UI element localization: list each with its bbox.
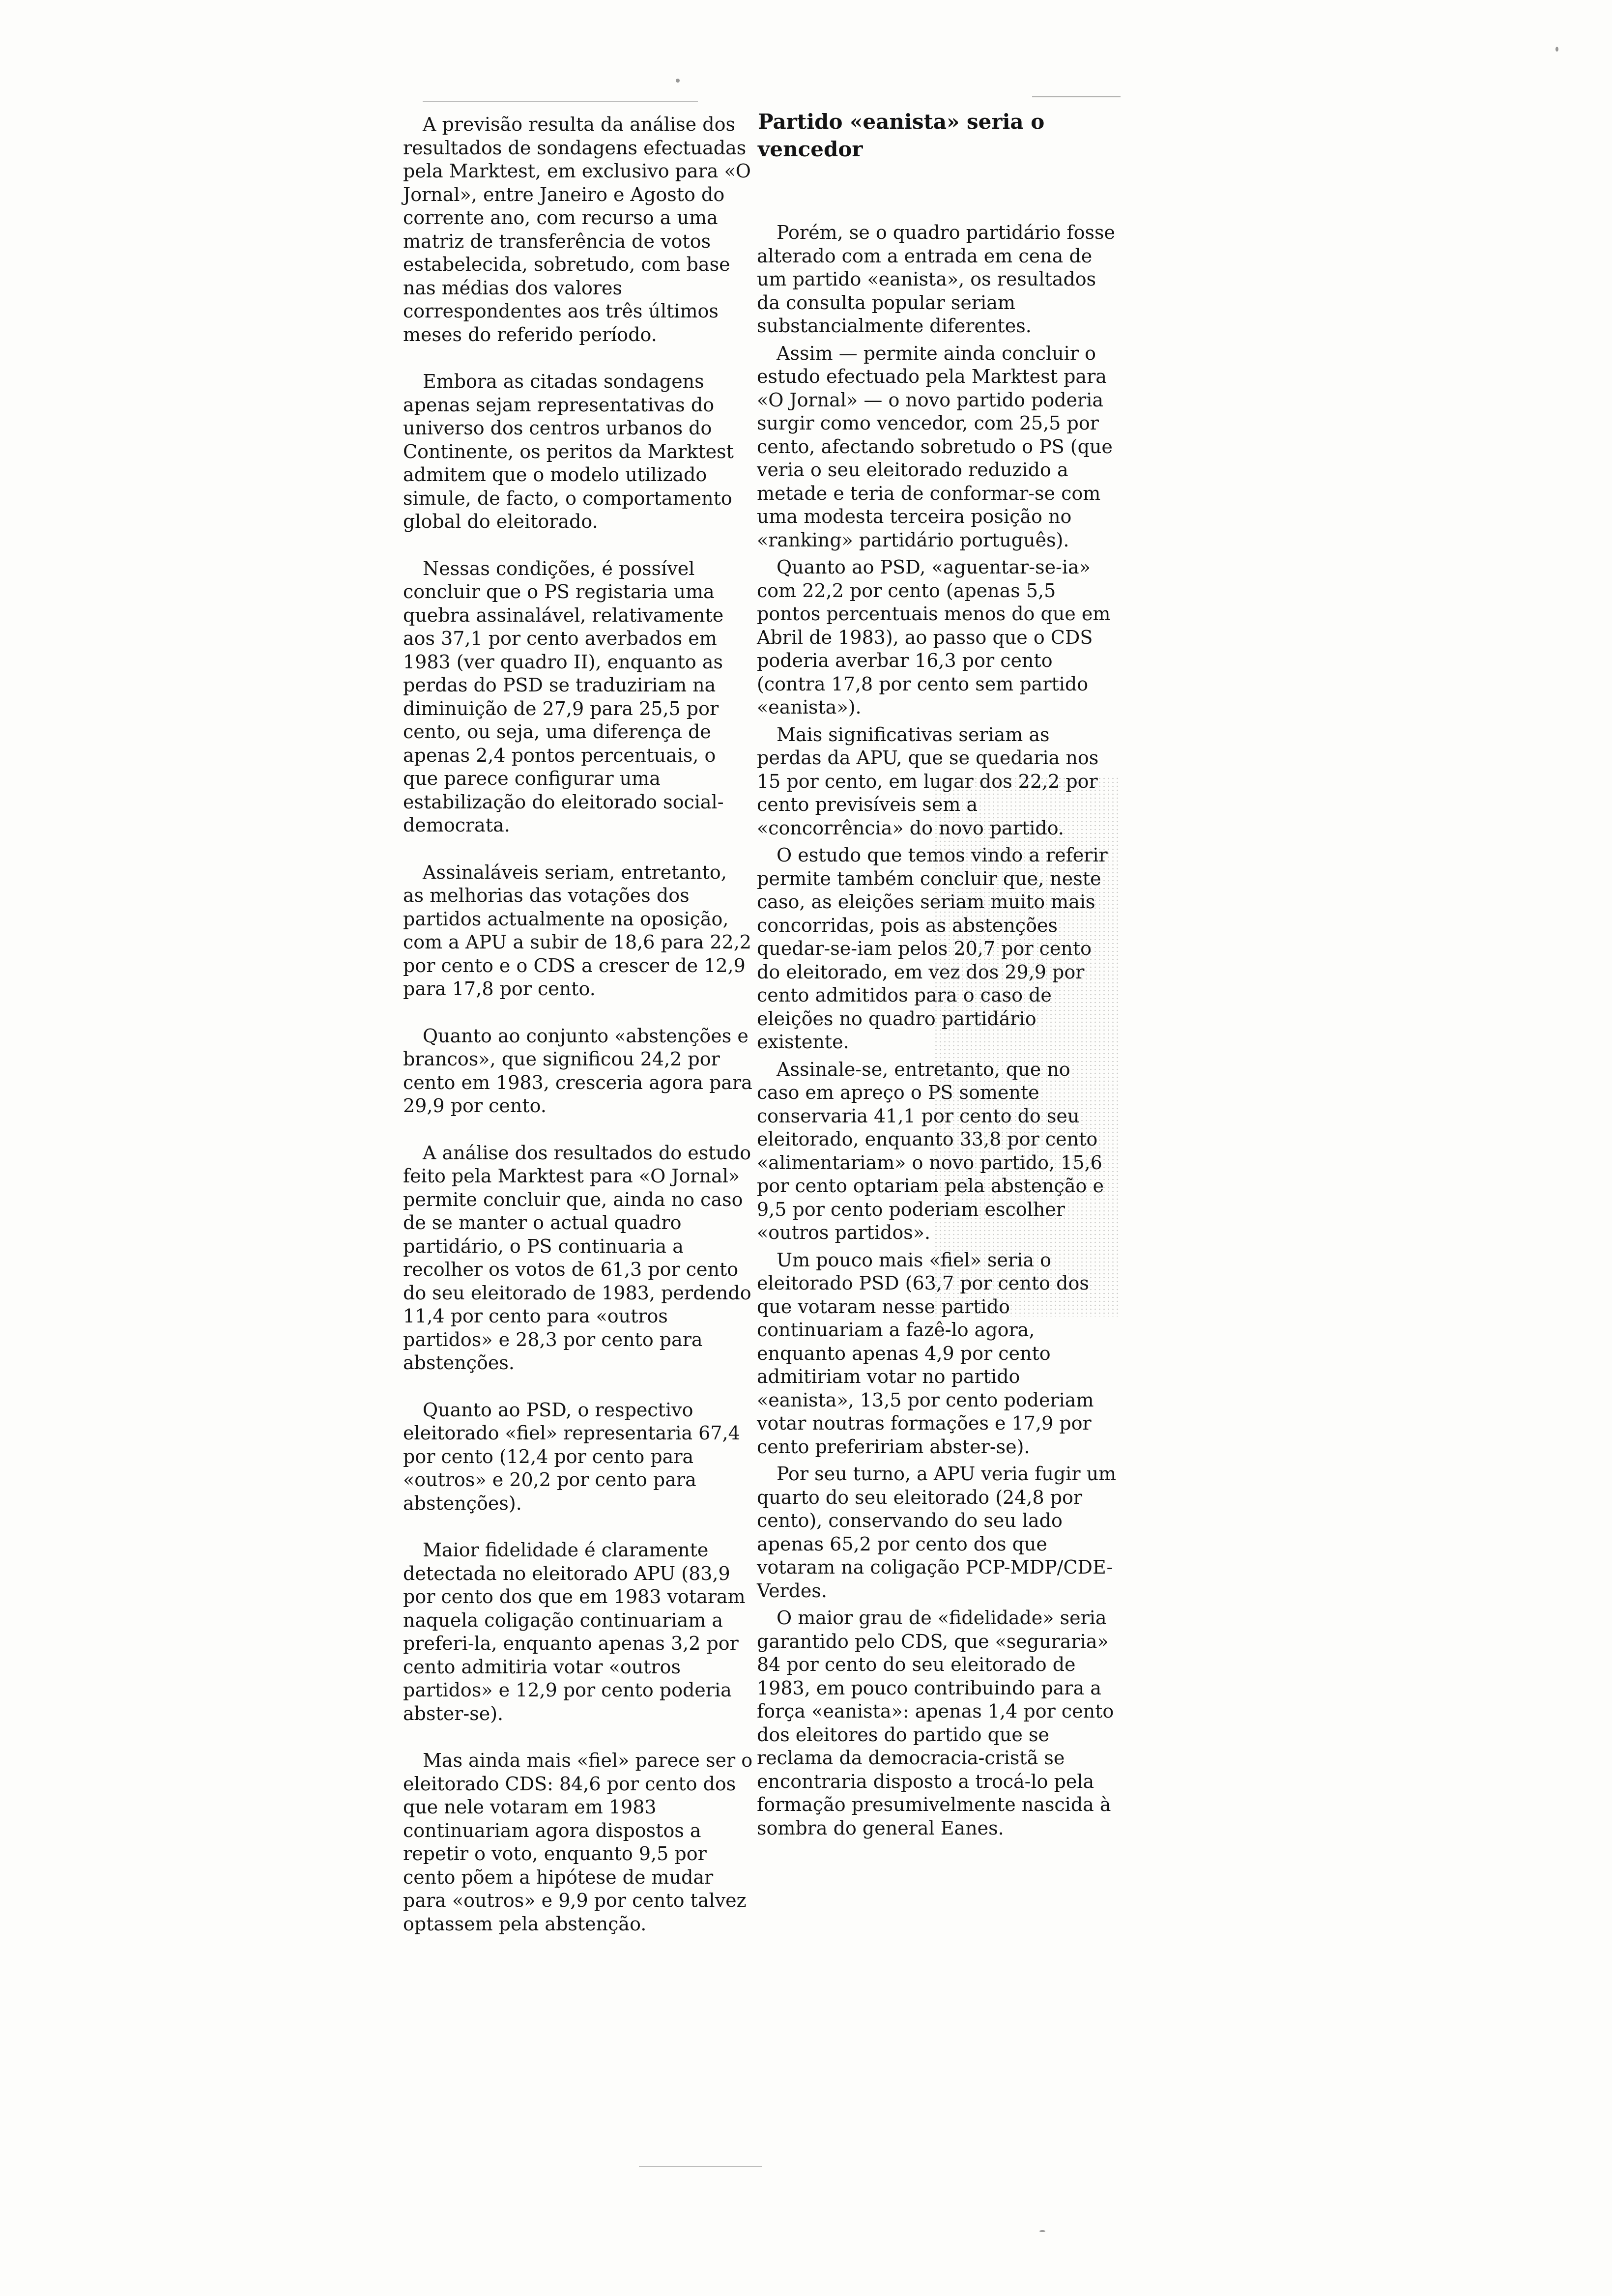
paragraph: Assim — permite ainda concluir o estudo efectuado pela Marktest para «O Jornal» — o novo partido poderia surgir como vencedor, com 25,5 por cento, afectando sobretudo o PS (que veria o seu eleitorado reduzido a metade e teria de conformar-se com uma modesta terceira posição no «ranking» partidário português). xyxy=(757,342,1113,551)
paragraph: A análise dos resultados do estudo feito pela Marktest para «O Jornal» permite concluir que, ainda no caso de se manter o actual quadro partidário, o PS continuaria a recolher os votos de 61,3 por cento do seu eleitorado de 1983, perdendo 11,4 por cento para «outros partidos» e 28,3 por cento para abstenções. xyxy=(403,1142,751,1374)
paragraph: O maior grau de «fidelidade» seria garantido pelo CDS, que «seguraria» 84 por cento do seu eleitorado de 1983, em pouco contribuindo para a força «eanista»: apenas 1,4 por cento dos eleitores do partido que se reclama da democracia-cristã se encontraria disposto a trocá-lo pela formação presumivelmente nascida à sombra do general Eanes. xyxy=(757,1607,1114,1839)
paragraph: A previsão resulta da análise dos resultados de sondagens efectuadas pela Marktest, em exclusivo para «O Jornal», entre Janeiro e Agosto do corrente ano, com recurso a uma matriz de transferência de votos estabelecida, sobretudo, com base nas médias dos valores correspondentes aos três últimos meses do referido período. xyxy=(403,114,751,345)
paragraph: Nessas condições, é possível concluir que o PS registaria uma quebra assinalável, relativamente aos 37,1 por cento averbados em 1983 (ver quadro II), enquanto as perdas do PSD se traduziriam na diminuição de 27,9 para 25,5 por cento, ou seja, uma diferença de apenas 2,4 pontos percentuais, o que parece configurar uma estabilização do eleitorado social-democrata. xyxy=(403,557,724,836)
paragraph: O estudo que temos vindo a referir permite também concluir que, neste caso, as eleições seriam muito mais concorridas, pois as abstenções quedar-se-iam pelos 20,7 por cento do eleitorado, em vez dos 29,9 por cento admitidos para o caso de eleições no quadro partidário existente. xyxy=(757,844,1108,1053)
scan-speck xyxy=(676,79,680,83)
paragraph: Porém, se o quadro partidário fosse alterado com a entrada em cena de um partido «eanista», os resultados da consulta popular seriam substancialmente diferentes. xyxy=(757,222,1115,337)
paragraph: Quanto ao PSD, «aguentar-se-ia» com 22,2 por cento (apenas 5,5 pontos percentuais menos do que em Abril de 1983), ao passo que o CDS poderia averbar 16,3 por cento (contra 17,8 por cento sem partido «eanista»). xyxy=(757,556,1111,718)
paragraph: Mas ainda mais «fiel» parece ser o eleitorado CDS: 84,6 por cento dos que nele votaram em 1983 continuariam agora dispostos a repetir o voto, enquanto 9,5 por cento põem a hipótese de mudar para «outros» e 9,9 por cento talvez optassem pela abstenção. xyxy=(403,1750,753,1935)
paragraph: Maior fidelidade é claramente detectada no eleitorado APU (83,9 por cento dos que em 1983 votaram naquela coligação continuariam a preferi-la, enquanto apenas 3,2 por cento admitiria votar «outros partidos» e 12,9 por cento poderia abster-se). xyxy=(403,1539,746,1724)
scan-rule-top-left xyxy=(423,101,698,102)
paragraph: Um pouco mais «fiel» seria o eleitorado PSD (63,7 por cento dos que votaram nesse partido continuariam a fazê-lo agora, enquanto apenas 4,9 por cento admitiriam votar no partido «eanista», 13,5 por cento poderiam votar noutras formações e 17,9 por cento prefeririam abster-se). xyxy=(757,1249,1094,1458)
article-column-1 xyxy=(403,113,753,1959)
scan-rule-bottom xyxy=(639,2166,762,2167)
section-headline: Partido «eanista» seria o vencedor xyxy=(758,110,1045,161)
paragraph: Quanto ao conjunto «abstenções e brancos», que significou 24,2 por cento em 1983, cresceria agora para 29,9 por cento. xyxy=(403,1025,752,1117)
paragraph: Assinaláveis seriam, entretanto, as melhorias das votações dos partidos actualmente na oposição, com a APU a subir de 18,6 para 22,2 por cento e o CDS a crescer de 12,9 para 17,8 por cento. xyxy=(403,861,751,1000)
scan-speck xyxy=(1039,2230,1045,2232)
paragraph: Mais significativas seriam as perdas da APU, que se quedaria nos 15 por cento, em lugar dos 22,2 por cento previsíveis sem a «concorrência» do novo partido. xyxy=(757,723,1099,839)
paragraph: Quanto ao PSD, o respectivo eleitorado «fiel» representaria 67,4 por cento (12,4 por cento para «outros» e 20,2 por cento para abstenções). xyxy=(403,1399,740,1514)
scan-speck xyxy=(1555,47,1558,52)
article-column-2 xyxy=(757,108,1119,1844)
scan-rule-top-right xyxy=(1032,96,1121,97)
paragraph: Assinale-se, entretanto, que no caso em apreço o PS somente conservaria 41,1 por cento do seu eleitorado, enquanto 33,8 por cento «alimentariam» o novo partido, 15,6 por cento optariam pela abstenção e 9,5 por cento poderiam escolher «outros partidos». xyxy=(757,1058,1104,1243)
paragraph: Por seu turno, a APU veria fugir um quarto do seu eleitorado (24,8 por cento), conservando do seu lado apenas 65,2 por cento dos que votaram na coligação PCP-MDP/CDE-Verdes. xyxy=(757,1463,1117,1602)
paragraph: Embora as citadas sondagens apenas sejam representativas do universo dos centros urbanos do Continente, os peritos da Marktest admitem que o modelo utilizado simule, de facto, o comportamento global do eleitorado. xyxy=(403,371,734,532)
